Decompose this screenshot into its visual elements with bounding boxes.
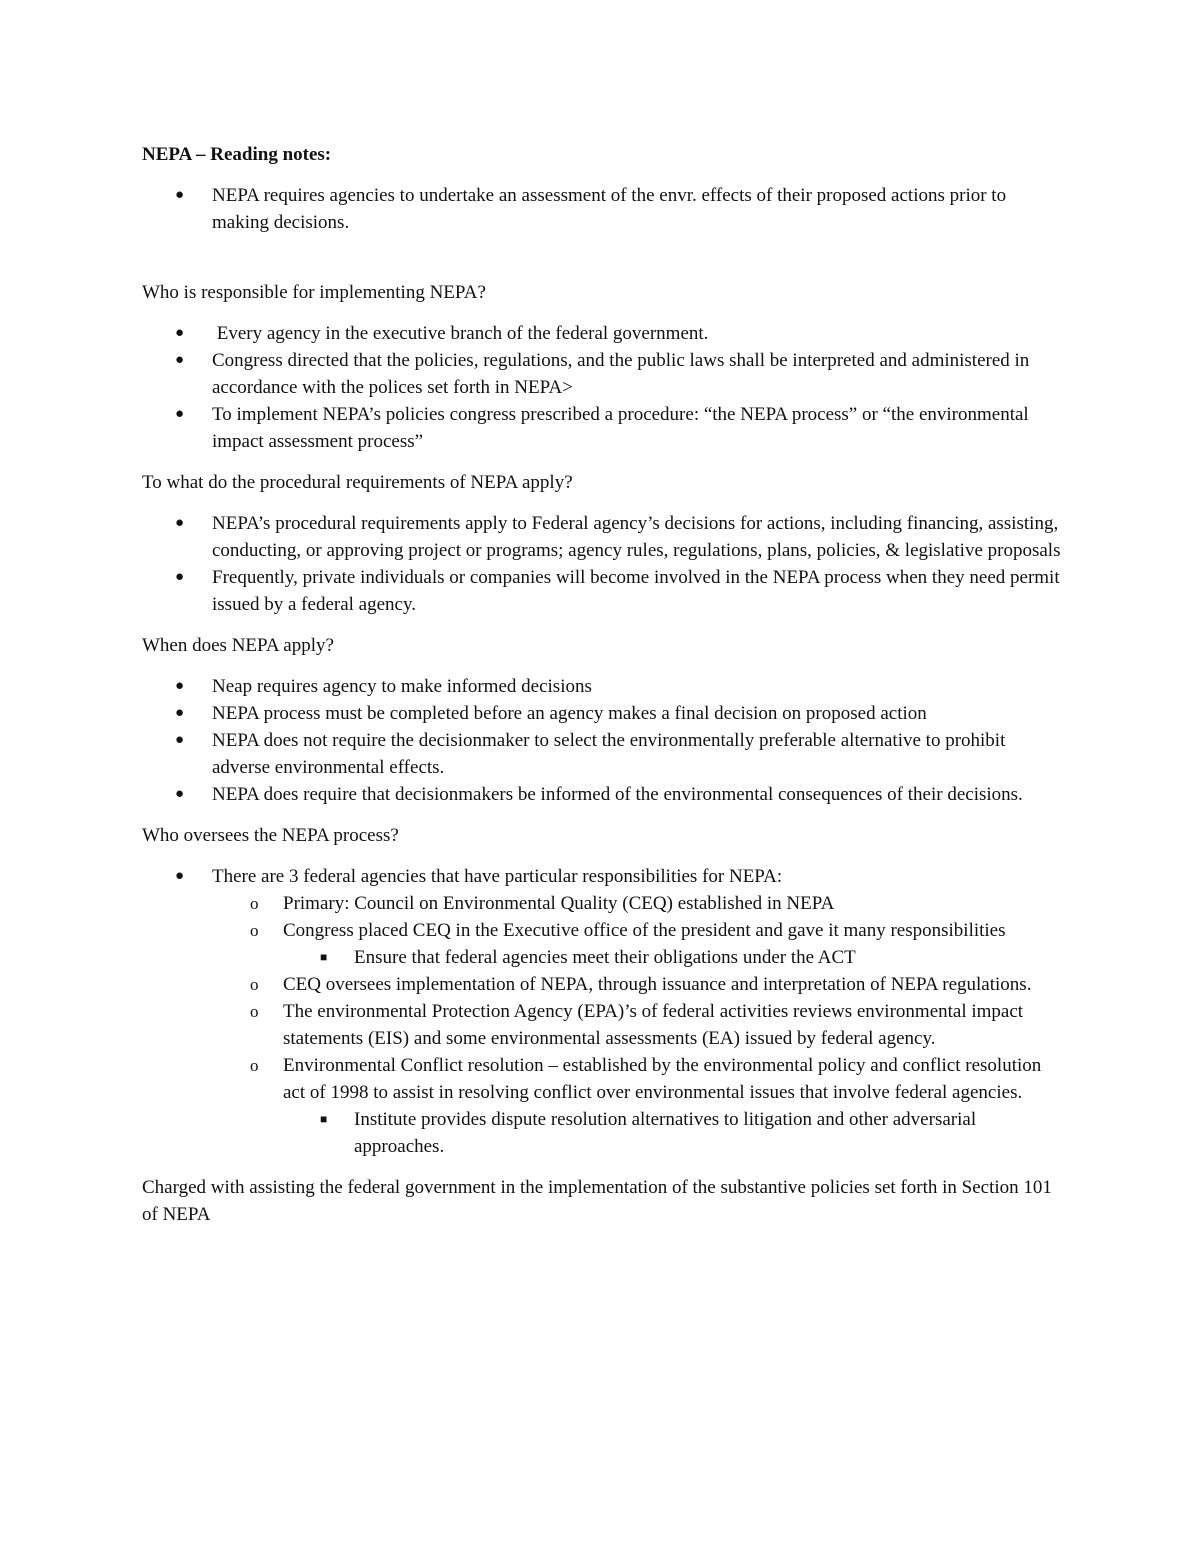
bullet-dot-icon: ●	[175, 569, 185, 585]
list-item: ● NEPA does require that decisionmakers be informed of the environmental consequences of their decisions.	[142, 781, 1067, 808]
bullet-circle-icon: o	[250, 1002, 259, 1021]
section-heading: When does NEPA apply?	[142, 635, 334, 656]
sub-sub-list-item: ■ Institute provides dispute resolution alternatives to litigation and other adversarial approaches.	[142, 1106, 1067, 1160]
list-item: ● Congress directed that the policies, regulations, and the public laws shall be interpreted and administered in accordance with the polices set forth in NEPA>	[142, 347, 1067, 401]
bullet-dot-icon: ●	[175, 732, 185, 748]
list-item: ● Every agency in the executive branch of the federal government.	[142, 320, 1067, 347]
list-item: ● NEPA requires agencies to undertake an assessment of the envr. effects of their proposed actions prior to making decisions.	[142, 182, 1067, 236]
bullet-circle-icon: o	[250, 1056, 259, 1075]
section-heading: Who is responsible for implementing NEPA?	[142, 282, 486, 303]
bullet-dot-icon: ●	[175, 678, 185, 694]
list-item: ● There are 3 federal agencies that have particular responsibilities for NEPA:	[142, 863, 1067, 890]
bullet-circle-icon: o	[250, 921, 259, 940]
bullet-dot-icon: ●	[175, 515, 185, 531]
list-item: ● NEPA process must be completed before an agency makes a final decision on proposed action	[142, 700, 1067, 727]
section-heading: Who oversees the NEPA process?	[142, 825, 399, 846]
bullet-list	[142, 510, 1067, 618]
list-item: ● NEPA does not require the decisionmaker to select the environmentally preferable alternative to prohibit adverse environmental effects.	[142, 727, 1067, 781]
document-page	[142, 141, 1067, 1228]
closing-paragraph: Charged with assisting the federal government in the implementation of the substantive policies set forth in Section 101 of NEPA	[142, 1177, 1052, 1225]
list-item: ● Frequently, private individuals or companies will become involved in the NEPA process when they need permit issued by a federal agency.	[142, 564, 1067, 618]
intro-bullet-list	[142, 182, 1067, 236]
bullet-dot-icon: ●	[175, 786, 185, 802]
bullet-square-icon: ■	[320, 1112, 328, 1126]
document-title: NEPA – Reading notes:	[142, 144, 332, 165]
bullet-dot-icon: ●	[175, 406, 185, 422]
bullet-list	[142, 863, 1067, 1160]
bullet-circle-icon: o	[250, 894, 259, 913]
bullet-dot-icon: ●	[175, 325, 185, 341]
list-item: ● To implement NEPA’s policies congress prescribed a procedure: “the NEPA process” or “the environmental impact assessment process”	[142, 401, 1067, 455]
sub-list-item: o The environmental Protection Agency (EPA)’s of federal activities reviews environmental impact statements (EIS) and some environmental assessments (EA) issued by federal agency.	[142, 998, 1067, 1052]
list-item: ● NEPA’s procedural requirements apply to Federal agency’s decisions for actions, including financing, assisting, conducting, or approving project or programs; agency rules, regulations, plans, policies, & legislative proposals	[142, 510, 1067, 564]
sub-list-item: o Primary: Council on Environmental Quality (CEQ) established in NEPA	[142, 890, 1067, 917]
section-heading: To what do the procedural requirements of NEPA apply?	[142, 472, 573, 493]
sub-list-item: o Congress placed CEQ in the Executive office of the president and gave it many responsibilities	[142, 917, 1067, 944]
sub-list-item: o Environmental Conflict resolution – established by the environmental policy and conflict resolution act of 1998 to assist in resolving conflict over environmental issues that involve federal agencies.	[142, 1052, 1067, 1106]
bullet-list	[142, 673, 1067, 808]
bullet-dot-icon: ●	[175, 705, 185, 721]
bullet-dot-icon: ●	[175, 352, 185, 368]
bullet-list	[142, 320, 1067, 455]
sub-sub-list-item: ■ Ensure that federal agencies meet their obligations under the ACT	[142, 944, 1067, 971]
spacer	[142, 250, 1067, 279]
bullet-dot-icon: ●	[175, 187, 185, 203]
bullet-square-icon: ■	[320, 950, 328, 964]
bullet-circle-icon: o	[250, 975, 259, 994]
bullet-dot-icon: ●	[175, 868, 185, 884]
sub-list-item: o CEQ oversees implementation of NEPA, through issuance and interpretation of NEPA regulations.	[142, 971, 1067, 998]
list-item: ● Neap requires agency to make informed decisions	[142, 673, 1067, 700]
